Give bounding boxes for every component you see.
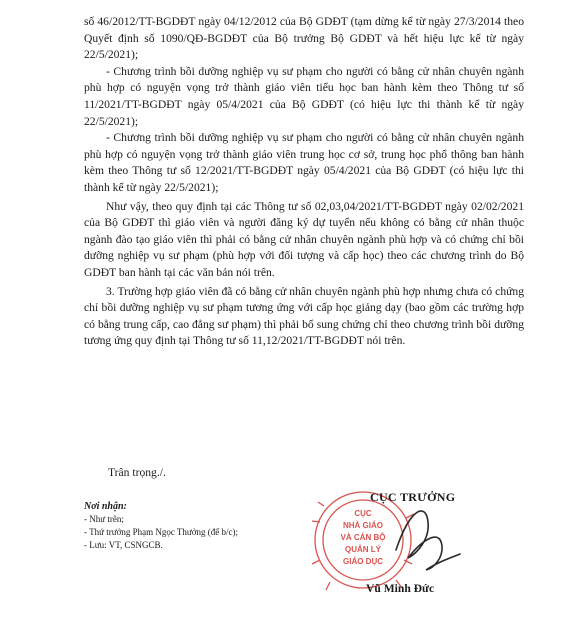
paragraph-continuation: số 46/2012/TT-BGDĐT ngày 04/12/2012 của Bộ GDĐT (tạm dừng kể từ ngày 27/3/2014 theo Quyết định số 1090/QĐ-BGDĐT của Bộ trưởng Bộ GDĐT và hết hiệu lực kể từ ngày 22/5/2021);	[84, 15, 524, 62]
signature-block	[300, 488, 530, 618]
paragraph-secondary-program: - Chương trình bồi dưỡng nghiệp vụ sư phạm cho người có bằng cử nhân chuyên ngành phù hợp có nguyện vọng trở thành giáo viên trung học cơ sở, trung học phổ thông ban hành kèm theo Thông tư số 12/2021/TT-BGDĐT ngày 05/4/2021 của Bộ GDĐT (có hiệu lực thi thành kể từ ngày 22/5/2021);	[84, 131, 524, 194]
seal-line: CỤC	[354, 509, 372, 518]
paragraph-item-3: 3. Trường hợp giáo viên đã có bằng cử nhân chuyên ngành phù hợp nhưng chưa có chứng chỉ bồi dưỡng nghiệp vụ sư phạm tương ứng với cấp học giảng dạy (bao gồm các trường hợp có bằng trung cấp, cao đẳng sư phạm) thì phải bổ sung chứng chỉ theo chương trình bồi dưỡng tương ứng quy định tại Thông tư số 11,12/2021/TT-BGDĐT nói trên.	[84, 284, 524, 348]
recipient-item: - Lưu: VT, CSNGCB.	[84, 540, 163, 550]
official-seal-image	[300, 488, 530, 618]
recipient-item: - Thứ trưởng Phạm Ngọc Thưởng (để b/c);	[84, 527, 239, 537]
recipients-heading: Nơi nhận:	[84, 501, 127, 512]
body-text	[84, 14, 524, 350]
seal-line: VÀ CÁN BỘ	[340, 533, 386, 542]
paragraph-primary-program: - Chương trình bồi dưỡng nghiệp vụ sư phạm cho người có bằng cử nhân chuyên ngành phù hợp có nguyện vọng trở thành giáo viên tiểu học ban hành kèm theo Thông tư số 11/2021/TT-BGDĐT ngày 05/4/2021 của Bộ GDĐT (có hiệu lực thi thành kể từ ngày 22/5/2021);	[84, 64, 524, 128]
seal-line: NHÀ GIÁO	[343, 521, 383, 530]
signer-name: Vũ Minh Đức	[366, 582, 435, 595]
seal-line: GIÁO DỤC	[343, 557, 383, 566]
recipient-item: - Như trên;	[84, 514, 124, 524]
paragraph-summary: Như vậy, theo quy định tại các Thông tư số 02,03,04/2021/TT-BGDĐT ngày 02/02/2021 của Bộ GDĐT thì giáo viên và người đăng ký dự tuyển nếu không có bằng cử nhân thuộc ngành đào tạo giáo viên thì phải có bằng cử nhân chuyên ngành phù hợp và có chứng chỉ bồi dưỡng nghiệp vụ sư phạm (phù hợp với đối tượng và cấp học) theo các chương trình do Bộ GDĐT ban hành tại các văn bản nói trên.	[84, 199, 524, 279]
recipients-block	[84, 500, 238, 552]
signer-title: CỤC TRƯỞNG	[370, 490, 456, 504]
closing-text: Trân trọng./.	[108, 466, 166, 479]
seal-line: QUẢN LÝ	[345, 545, 381, 554]
